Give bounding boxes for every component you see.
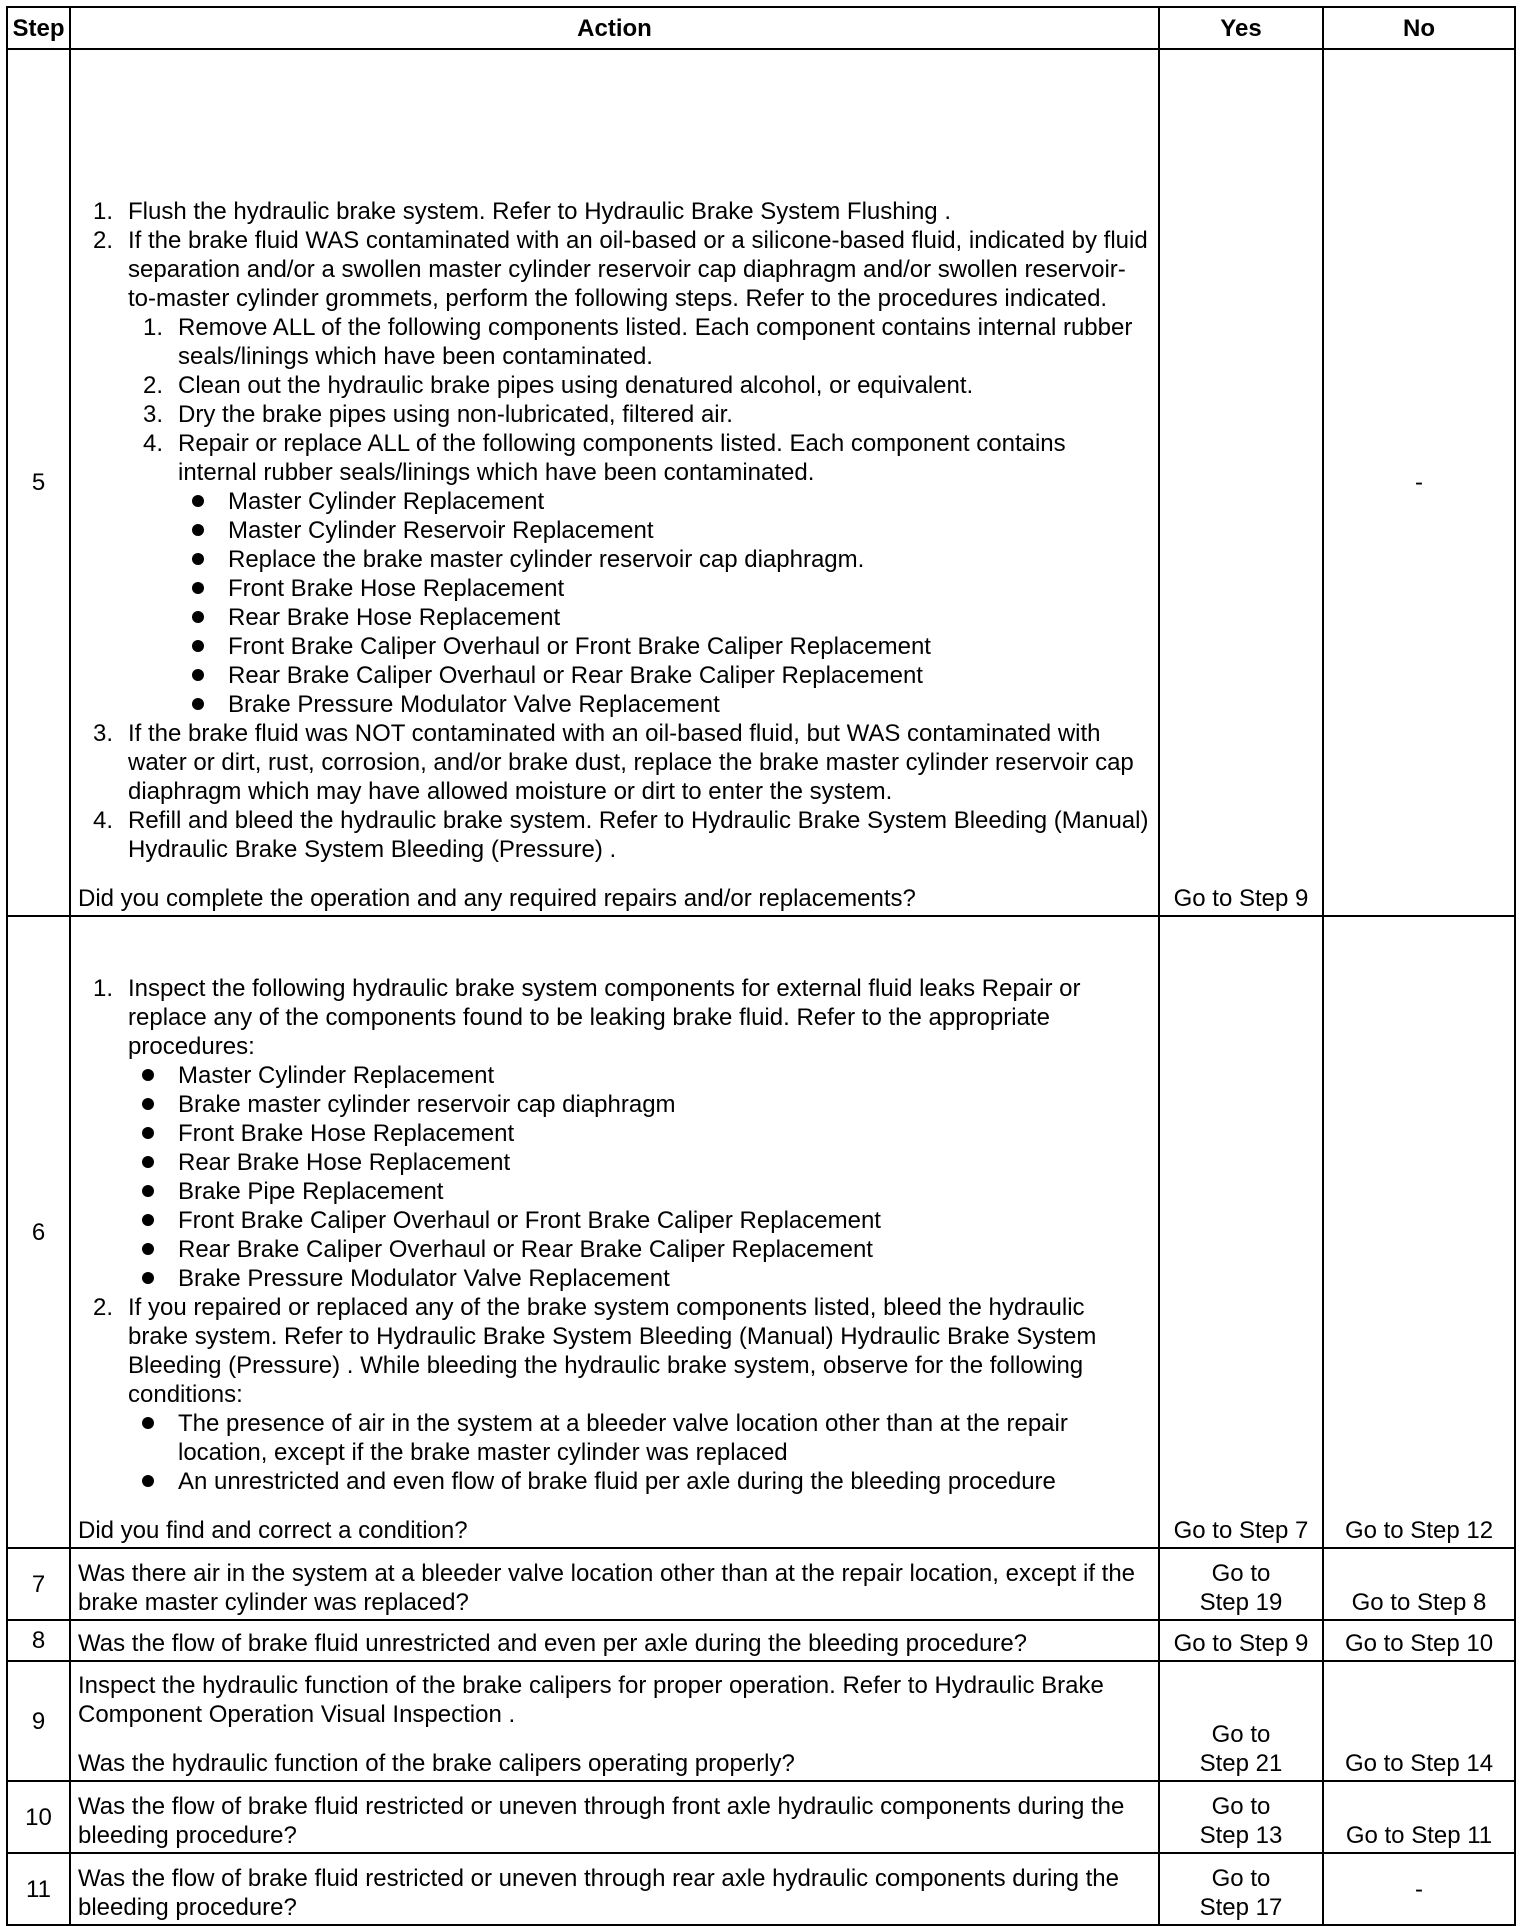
list-item — [128, 429, 1151, 719]
table-row — [7, 916, 1515, 1548]
bullet-item: Front Brake Hose Replacement — [128, 1119, 1151, 1148]
action-cell — [70, 916, 1159, 1548]
yes-line: Go to — [1211, 1560, 1271, 1587]
header-yes: Yes — [1159, 7, 1323, 49]
table-row — [7, 1548, 1515, 1620]
action-cell: Was the flow of brake fluid restricted or uneven through front axle hydraulic components during the bleeding procedure? — [70, 1781, 1159, 1853]
no-cell: Go to Step 14 — [1323, 1661, 1515, 1781]
yes-cell — [1159, 1661, 1323, 1781]
action-list — [78, 197, 1151, 864]
bullet-item: Master Cylinder Replacement — [178, 487, 1151, 516]
bullet-item: Rear Brake Caliper Overhaul or Rear Brake Caliper Replacement — [128, 1235, 1151, 1264]
bullet-item: The presence of air in the system at a bleeder valve location other than at the repair location, except if the brake master cylinder was replaced — [128, 1409, 1151, 1467]
list-item — [78, 197, 1151, 226]
bullet-list — [128, 1409, 1151, 1496]
list-item-text: Remove ALL of the following components listed. Each component contains internal rubber seals/linings which have been contaminated. — [178, 314, 1133, 370]
bullet-item: Brake Pressure Modulator Valve Replacement — [178, 690, 1151, 719]
list-item-text: Refill and bleed the hydraulic brake system. Refer to Hydraulic Brake System Bleeding (Manual) Hydraulic Brake System Bleeding (Pressure) . — [128, 807, 1149, 863]
bullet-item: Rear Brake Caliper Overhaul or Rear Brake Caliper Replacement — [178, 661, 1151, 690]
table-row — [7, 1781, 1515, 1853]
question-text: Was the hydraulic function of the brake calipers operating properly? — [78, 1750, 795, 1777]
list-item-text: If the brake fluid was NOT contaminated with an oil-based fluid, but WAS contaminated with water or dirt, rust, corrosion, and/or brake dust, replace the brake master cylinder reservoir cap diaphragm which may have allowed moisture or dirt to enter the system. — [128, 720, 1134, 805]
list-item — [78, 719, 1151, 806]
bullet-item: Master Cylinder Reservoir Replacement — [178, 516, 1151, 545]
yes-line: Step 13 — [1199, 1822, 1283, 1849]
no-cell: - — [1323, 1853, 1515, 1925]
header-row — [7, 7, 1515, 49]
list-item — [78, 974, 1151, 1293]
step-number: 6 — [7, 916, 70, 1548]
action-cell: Was the flow of brake fluid restricted or uneven through rear axle hydraulic components during the bleeding procedure? — [70, 1853, 1159, 1925]
diagnostic-table — [6, 6, 1516, 1926]
yes-cell: Go to Step 9 — [1159, 1620, 1323, 1661]
list-item-text: Flush the hydraulic brake system. Refer to Hydraulic Brake System Flushing . — [128, 198, 951, 225]
bullet-item: Master Cylinder Replacement — [128, 1061, 1151, 1090]
yes-line: Step 19 — [1199, 1589, 1283, 1616]
action-list — [78, 974, 1151, 1496]
no-cell: Go to Step 11 — [1323, 1781, 1515, 1853]
bullet-item: Brake master cylinder reservoir cap diaphragm — [128, 1090, 1151, 1119]
question-text: Did you find and correct a condition? — [78, 1517, 468, 1544]
list-item — [78, 806, 1151, 864]
table-row — [7, 1661, 1515, 1781]
yes-cell — [1159, 1548, 1323, 1620]
step-number: 8 — [7, 1620, 70, 1661]
list-item — [78, 226, 1151, 719]
bullet-list — [178, 487, 1151, 719]
yes-line: Go to — [1211, 1793, 1271, 1820]
yes-cell — [1159, 1781, 1323, 1853]
yes-line: Go to — [1211, 1865, 1271, 1892]
action-cell: Was there air in the system at a bleeder valve location other than at the repair location, except if the brake master cylinder was replaced? — [70, 1548, 1159, 1620]
bullet-item: Brake Pipe Replacement — [128, 1177, 1151, 1206]
bullet-item: Replace the brake master cylinder reservoir cap diaphragm. — [178, 545, 1151, 574]
step-number: 11 — [7, 1853, 70, 1925]
action-text: Inspect the hydraulic function of the brake calipers for proper operation. Refer to Hydraulic Brake Component Operation Visual Inspection . — [78, 1672, 1104, 1728]
yes-cell: Go to Step 7 — [1159, 916, 1323, 1548]
bullet-list — [128, 1061, 1151, 1293]
list-item-text: Inspect the following hydraulic brake system components for external fluid leaks Repair or replace any of the components found to be leaking brake fluid. Refer to the appropriate procedures: — [128, 975, 1081, 1060]
yes-line: Step 21 — [1199, 1750, 1283, 1777]
sub-list — [128, 313, 1151, 719]
table-row — [7, 1620, 1515, 1661]
bullet-item: An unrestricted and even flow of brake fluid per axle during the bleeding procedure — [128, 1467, 1151, 1496]
action-cell: Was the flow of brake fluid unrestricted and even per axle during the bleeding procedure? — [70, 1620, 1159, 1661]
question-text: Did you complete the operation and any required repairs and/or replacements? — [78, 885, 916, 912]
step-number: 9 — [7, 1661, 70, 1781]
bullet-item: Front Brake Caliper Overhaul or Front Brake Caliper Replacement — [178, 632, 1151, 661]
bullet-item: Rear Brake Hose Replacement — [178, 603, 1151, 632]
step-number: 10 — [7, 1781, 70, 1853]
bullet-item: Rear Brake Hose Replacement — [128, 1148, 1151, 1177]
step-number: 7 — [7, 1548, 70, 1620]
list-item — [128, 371, 1151, 400]
table-row — [7, 1853, 1515, 1925]
bullet-item: Front Brake Hose Replacement — [178, 574, 1151, 603]
list-item-text: Repair or replace ALL of the following components listed. Each component contains internal rubber seals/linings which have been contaminated. — [178, 430, 1066, 486]
no-cell: Go to Step 10 — [1323, 1620, 1515, 1661]
bullet-item: Front Brake Caliper Overhaul or Front Brake Caliper Replacement — [128, 1206, 1151, 1235]
no-cell: - — [1323, 49, 1515, 916]
yes-cell — [1159, 1853, 1323, 1925]
list-item-text: If you repaired or replaced any of the brake system components listed, bleed the hydraulic brake system. Refer to Hydraulic Brake System Bleeding (Manual) Hydraulic Brake System Bleeding (Pressure) . While bleeding the hydraulic brake system, observe for the following conditions: — [128, 1294, 1097, 1408]
list-item — [128, 313, 1151, 371]
header-step: Step — [7, 7, 70, 49]
action-cell — [70, 49, 1159, 916]
list-item-text: Clean out the hydraulic brake pipes using denatured alcohol, or equivalent. — [178, 372, 974, 399]
list-item-text: Dry the brake pipes using non-lubricated, filtered air. — [178, 401, 733, 428]
action-cell — [70, 1661, 1159, 1781]
header-no: No — [1323, 7, 1515, 49]
yes-line: Step 17 — [1199, 1894, 1283, 1921]
step-number: 5 — [7, 49, 70, 916]
list-item — [128, 400, 1151, 429]
no-cell: Go to Step 12 — [1323, 916, 1515, 1548]
table-row — [7, 49, 1515, 916]
list-item — [78, 1293, 1151, 1496]
yes-cell: Go to Step 9 — [1159, 49, 1323, 916]
yes-line: Go to — [1211, 1721, 1271, 1748]
no-cell: Go to Step 8 — [1323, 1548, 1515, 1620]
bullet-item: Brake Pressure Modulator Valve Replacement — [128, 1264, 1151, 1293]
list-item-text: If the brake fluid WAS contaminated with an oil-based or a silicone-based fluid, indicated by fluid separation and/or a swollen master cylinder reservoir cap diaphragm and/or swollen reservoir-to-master cylinder grommets, perform the following steps. Refer to the procedures indicated. — [128, 227, 1148, 312]
header-action: Action — [70, 7, 1159, 49]
